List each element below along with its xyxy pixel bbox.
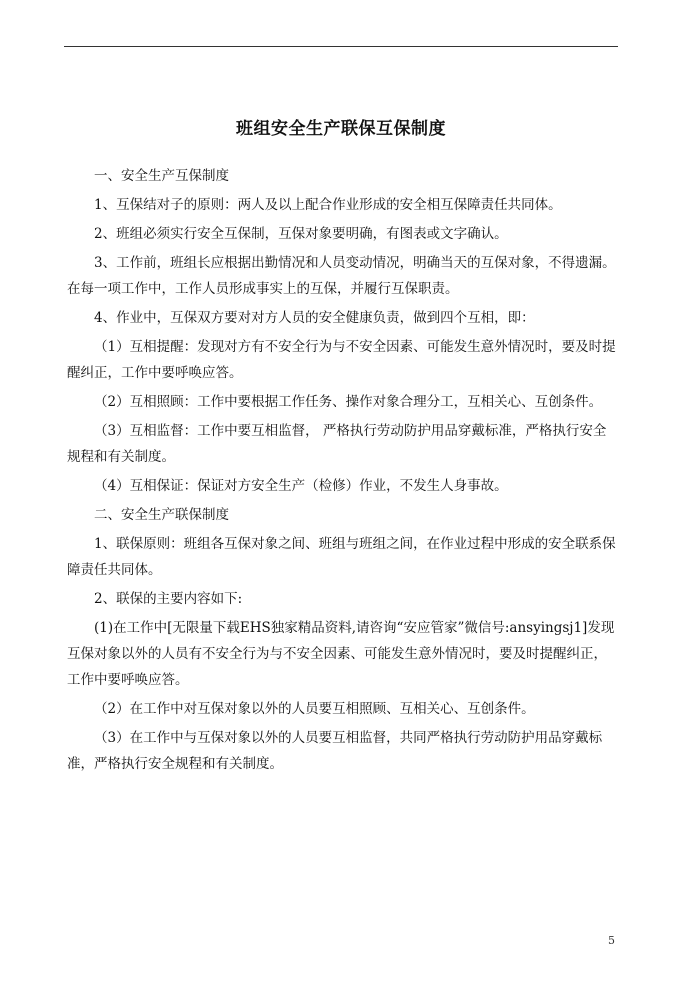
page-number: 5 — [608, 934, 615, 947]
paragraph: 3、工作前，班组长应根据出勤情况和人员变动情况，明确当天的互保对象，不得遗漏。在每一项工作中，工作人员形成事实上的互保，并履行互保职责。 — [67, 255, 616, 297]
paragraph: （3）在工作中与互保对象以外的人员要互相监督，共同严格执行劳动防护用品穿戴标准，严格执行安全规程和有关制度。 — [67, 730, 603, 772]
paragraph: 2、联保的主要内容如下: — [94, 591, 243, 607]
paragraph: （4）互相保证：保证对方安全生产（检修）作业，不发生人身事故。 — [94, 478, 508, 494]
paragraph: （2）在工作中对互保对象以外的人员要互相照顾、互相关心、互创条件。 — [94, 701, 535, 717]
paragraph: (1)在工作中[无限量下载EHS独家精品资料,请咨询“安应管家”微信号:ansyingsj1]发现互保对象以外的人员有不安全行为与不安全因素、可能发生意外情况时，要及时提醒纠正，工作中要呼唤应答。 — [67, 620, 615, 688]
header-rule — [64, 46, 618, 47]
section-heading-2: 二、安全生产联保制度 — [94, 507, 229, 523]
paragraph: 1、联保原则：班组各互保对象之间、班组与班组之间，在作业过程中形成的安全联系保障责任共同体。 — [67, 536, 616, 578]
paragraph: 1、互保结对子的原则：两人及以上配合作业形成的安全相互保障责任共同体。 — [94, 197, 562, 213]
paragraph: 2、班组必须实行安全互保制，互保对象要明确，有图表或文字确认。 — [94, 226, 508, 242]
document-title: 班组安全生产联保互保制度 — [236, 119, 446, 139]
paragraph: （3）互相监督：工作中要互相监督， 严格执行劳动防护用品穿戴标准，严格执行安全规程和有关制度。 — [67, 423, 607, 465]
section-heading-1: 一、安全生产互保制度 — [94, 168, 229, 184]
document-body — [67, 163, 619, 777]
paragraph: 4、作业中，互保双方要对对方人员的安全健康负责，做到四个互相，即： — [94, 310, 535, 326]
paragraph: （2）互相照顾：工作中要根据工作任务、操作对象合理分工，互相关心、互创条件。 — [94, 394, 603, 410]
paragraph: （1）互相提醒：发现对方有不安全行为与不安全因素、可能发生意外情况时，要及时提醒纠正，工作中要呼唤应答。 — [67, 339, 616, 381]
